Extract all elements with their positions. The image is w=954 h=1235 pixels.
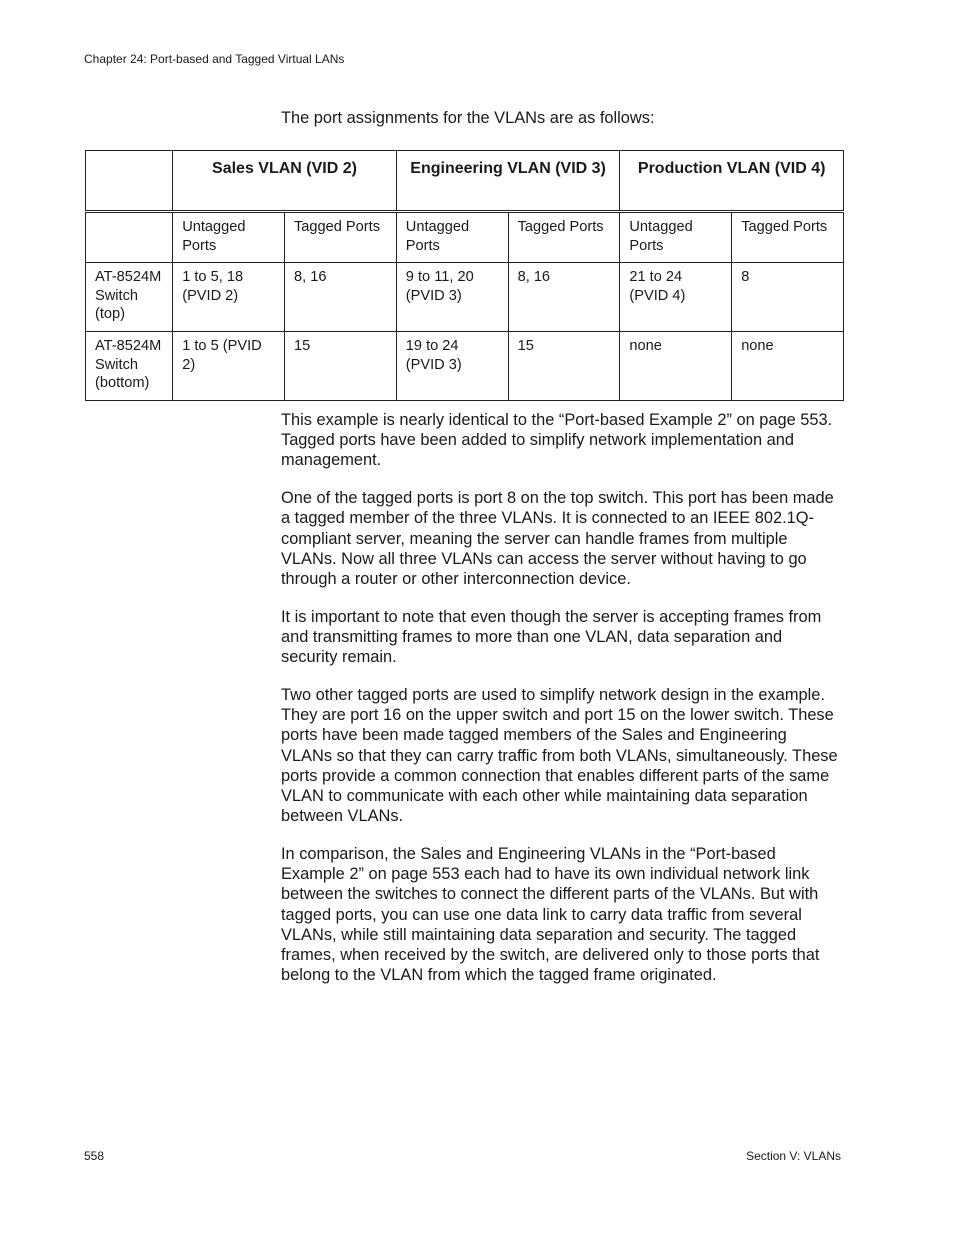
table-cell: 15 [285, 332, 397, 401]
paragraph: Two other tagged ports are used to simplify network design in the example. They are port 16 on the upper switch and port 15 on the lower switch. These ports have been made tagged members of the Sales and Engineering VLANs so that they can carry traffic from both VLANs, simultaneously. These ports provide a common connection that enables different parts of the same VLAN to communicate with each other while maintaining data separation between VLANs. [281, 686, 838, 826]
subheader-untagged-ports: Untagged Ports [173, 212, 285, 263]
table-cell: 19 to 24 (PVID 3) [396, 332, 508, 401]
subheader-tagged-ports: Tagged Ports [732, 212, 844, 263]
header-production-vlan: Production VLAN (VID 4) [620, 151, 844, 212]
table-cell: none [732, 332, 844, 401]
table-row [86, 263, 844, 332]
switch-name-cell: AT-8524M Switch (bottom) [86, 332, 173, 401]
paragraph: One of the tagged ports is port 8 on the top switch. This port has been made a tagged member of the three VLANs. It is connected to an IEEE 802.1Q-compliant server, meaning the server can handle frames from multiple VLANs. Now all three VLANs can access the server without having to go through a router or other interconnection device. [281, 489, 834, 589]
table-intro-text: The port assignments for the VLANs are as follows: [281, 109, 655, 127]
header-sales-vlan: Sales VLAN (VID 2) [173, 151, 397, 212]
paragraph: It is important to note that even though the server is accepting frames from and transmitting frames to more than one VLAN, data separation and security remain. [281, 607, 822, 667]
table-cell: 8, 16 [285, 263, 397, 332]
table-cell: none [620, 332, 732, 401]
table-cell: 15 [508, 332, 620, 401]
table-row [86, 332, 844, 401]
table-cell: 21 to 24 (PVID 4) [620, 263, 732, 332]
table-cell: 8, 16 [508, 263, 620, 332]
table-cell: 9 to 11, 20 (PVID 3) [396, 263, 508, 332]
vlan-port-assignment-table [85, 150, 844, 401]
paragraph: This example is nearly identical to the “Port-based Example 2” on page 553. Tagged ports have been added to simplify network implementation and management. [281, 411, 833, 470]
subheader-tagged-ports: Tagged Ports [508, 212, 620, 263]
table-cell: 1 to 5, 18 (PVID 2) [173, 263, 285, 332]
table-header-row [86, 151, 844, 212]
chapter-header: Chapter 24: Port-based and Tagged Virtual LANs [84, 52, 345, 66]
table-corner-cell [86, 151, 173, 212]
table-cell: 8 [732, 263, 844, 332]
subheader-untagged-ports: Untagged Ports [620, 212, 732, 263]
header-engineering-vlan: Engineering VLAN (VID 3) [396, 151, 620, 212]
table-cell: 1 to 5 (PVID 2) [173, 332, 285, 401]
switch-name-cell: AT-8524M Switch (top) [86, 263, 173, 332]
table-subheader-row [86, 212, 844, 263]
paragraph: In comparison, the Sales and Engineering VLANs in the “Port-based Example 2” on page 553 each had to have its own individual network link between the switches to connect the different parts of the VLANs. But with tagged ports, you can use one data link to carry data traffic from several VLANs, while still maintaining data separation and security. The tagged frames, when received by the switch, are delivered only to those ports that belong to the VLAN from which the tagged frame originated. [281, 845, 820, 985]
subheader-untagged-ports: Untagged Ports [396, 212, 508, 263]
body-text [281, 410, 841, 1003]
page-number: 558 [84, 1149, 105, 1163]
subheader-empty-cell [86, 212, 173, 263]
subheader-tagged-ports: Tagged Ports [285, 212, 397, 263]
section-footer: Section V: VLANs [746, 1149, 841, 1163]
